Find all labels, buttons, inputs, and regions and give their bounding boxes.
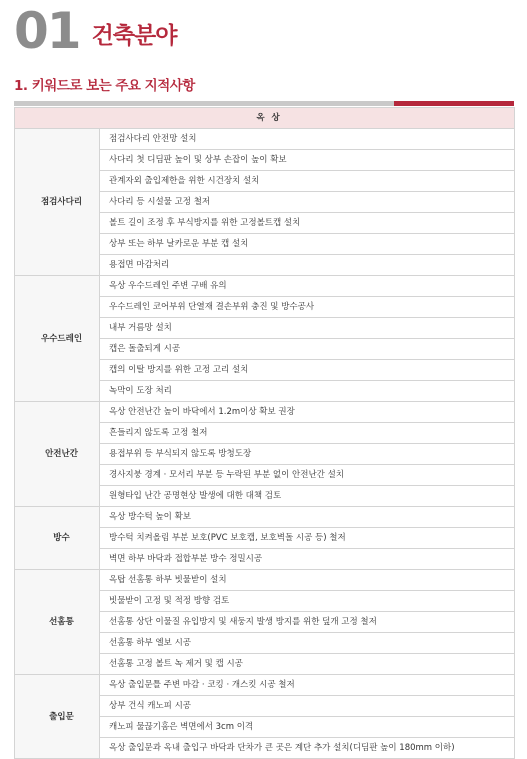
category-cell: 선홈통 — [15, 570, 100, 675]
item-cell: 옥상 방수턱 높이 확보 — [100, 507, 515, 528]
item-cell: 선홈통 상단 이물질 유입방지 및 새둥지 발생 방지를 위한 덮개 고정 철저 — [100, 612, 515, 633]
table-row — [15, 129, 515, 150]
table-header-row — [15, 108, 515, 129]
table-row — [15, 402, 515, 423]
category-cell: 우수드레인 — [15, 276, 100, 402]
table-header: 옥 상 — [15, 108, 515, 129]
item-cell: 빗물받이 고정 및 적정 방향 검토 — [100, 591, 515, 612]
item-cell: 사다리 첫 디딤판 높이 및 상부 손잡이 높이 확보 — [100, 150, 515, 171]
category-cell: 방수 — [15, 507, 100, 570]
item-cell: 캡은 돌출되게 시공 — [100, 339, 515, 360]
table-row — [15, 276, 515, 297]
item-cell: 상부 또는 하부 날카로운 부분 캡 설치 — [100, 234, 515, 255]
section-title: 1. 키워드로 보는 주요 지적사항 — [14, 78, 195, 94]
rooftop-checklist-table — [14, 107, 515, 759]
item-cell: 방수턱 치켜올림 부분 보호(PVC 보호캡, 보호벽돌 시공 등) 철저 — [100, 528, 515, 549]
section-divider-gray — [14, 101, 394, 106]
item-cell: 옥상 안전난간 높이 바닥에서 1.2m이상 확보 권장 — [100, 402, 515, 423]
chapter-header — [14, 2, 177, 60]
item-cell: 캐노피 물끊기홈은 벽면에서 3cm 이격 — [100, 717, 515, 738]
item-cell: 볼트 길이 조정 후 부식방지를 위한 고정볼트캡 설치 — [100, 213, 515, 234]
item-cell: 상부 건식 캐노피 시공 — [100, 696, 515, 717]
category-cell: 점검사다리 — [15, 129, 100, 276]
table-row — [15, 675, 515, 696]
table-row — [15, 570, 515, 591]
section-divider-red — [394, 101, 514, 106]
chapter-number: 01 — [14, 2, 80, 60]
item-cell: 녹막이 도장 처리 — [100, 381, 515, 402]
item-cell: 경사지붕 경계 · 모서리 부분 등 누락된 부분 없이 안전난간 설치 — [100, 465, 515, 486]
item-cell: 선홈통 고정 볼트 녹 제거 및 캡 시공 — [100, 654, 515, 675]
item-cell: 내부 거름망 설치 — [100, 318, 515, 339]
chapter-title: 건축분야 — [91, 23, 177, 49]
item-cell: 벽면 하부 바닥과 접합부분 방수 정밀시공 — [100, 549, 515, 570]
table-row — [15, 507, 515, 528]
table-body — [15, 129, 515, 759]
item-cell: 흔들리지 않도록 고정 철저 — [100, 423, 515, 444]
item-cell: 옥탑 선홈통 하부 빗물받이 설치 — [100, 570, 515, 591]
category-cell: 안전난간 — [15, 402, 100, 507]
item-cell: 선홈통 하부 엘보 시공 — [100, 633, 515, 654]
item-cell: 옥상 우수드레인 주변 구배 유의 — [100, 276, 515, 297]
category-cell: 출입문 — [15, 675, 100, 759]
item-cell: 원형타입 난간 공명현상 발생에 대한 대책 검토 — [100, 486, 515, 507]
item-cell: 점검사다리 안전망 설치 — [100, 129, 515, 150]
item-cell: 우수드레인 코어부위 단열재 결손부위 충진 및 방수공사 — [100, 297, 515, 318]
item-cell: 사다리 등 시설물 고정 철저 — [100, 192, 515, 213]
item-cell: 캡의 이탈 방지를 위한 고정 고리 설치 — [100, 360, 515, 381]
item-cell: 용접부위 등 부식되지 않도록 방청도장 — [100, 444, 515, 465]
item-cell: 옥상 출입문과 옥내 출입구 바닥과 단차가 큰 곳은 계단 추가 설치(디딤판 높이 180mm 이하) — [100, 738, 515, 759]
item-cell: 용접면 마감처리 — [100, 255, 515, 276]
item-cell: 관계자외 출입제한을 위한 시건장치 설치 — [100, 171, 515, 192]
item-cell: 옥상 출입문틀 주변 마감 · 코킹 · 개스킷 시공 철저 — [100, 675, 515, 696]
